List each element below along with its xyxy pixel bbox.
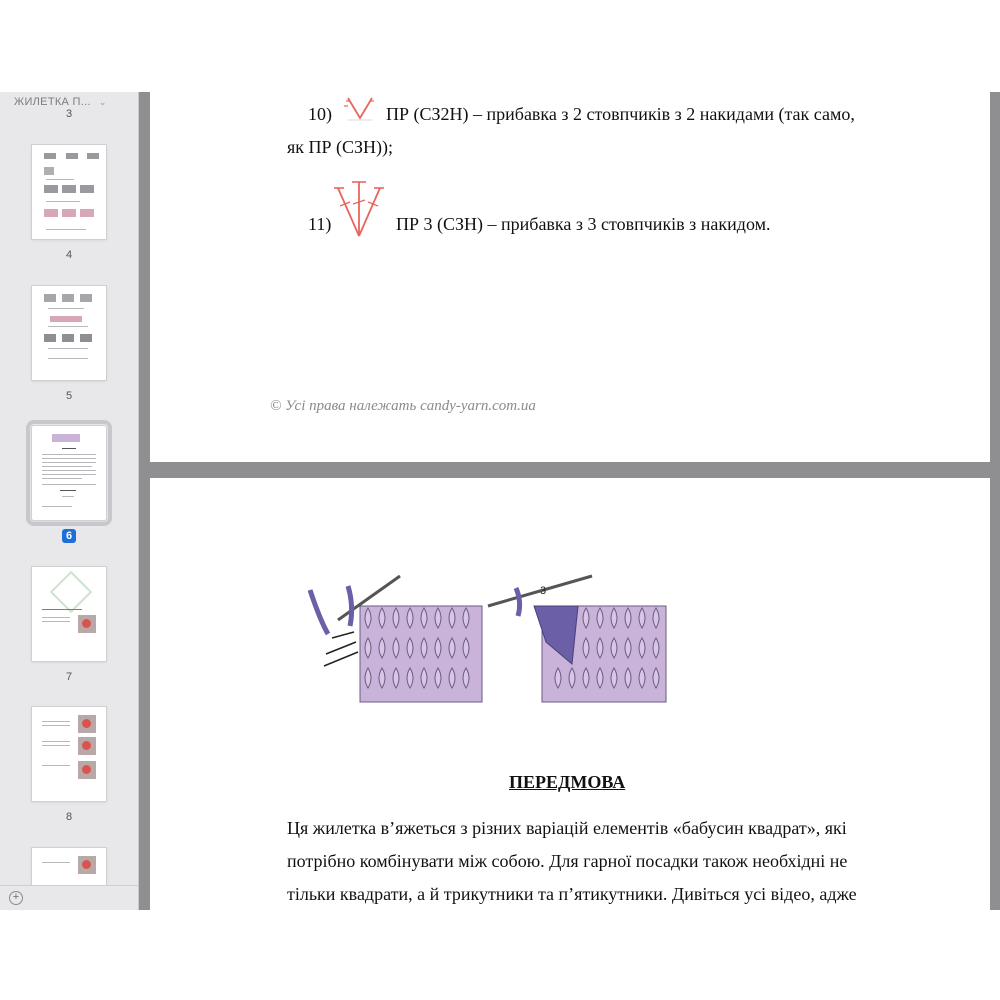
thumbnail-page-4[interactable] (32, 145, 106, 261)
thumbnail-page-7[interactable] (32, 567, 106, 683)
figure-number: 3 (540, 585, 547, 597)
thumbnail-page-5[interactable] (32, 286, 106, 402)
thumbnail-page-6[interactable] (32, 426, 106, 542)
document-view[interactable] (139, 92, 1000, 910)
add-page-button[interactable]: + (9, 891, 23, 905)
page-thumbnails-sidebar (0, 92, 139, 910)
page-number-selected: 6 (32, 530, 106, 542)
crochet-symbol-increase-3-dc (332, 178, 386, 238)
list-item-text-11: ПР 3 (СЗН) – прибавка з 3 стовпчиків з накидом. (396, 214, 771, 234)
chevron-down-icon: ⌄ (98, 96, 107, 107)
crochet-illustration-figure (302, 572, 672, 710)
page-number: 4 (65, 249, 73, 261)
paragraph-line-3: тільки квадрати, а й трикутники та п’ятикутники. Дивіться усі відео, адже (287, 884, 857, 904)
section-heading: ПЕРЕДМОВА (509, 772, 626, 792)
page-number: 5 (65, 390, 73, 402)
page-number: 8 (65, 811, 73, 823)
list-item-text-10: ПР (СЗ2Н) – прибавка з 2 стовпчиків з 2 накидами (так само, (386, 104, 855, 124)
document-title: ЖИЛЕТКА П... (14, 96, 91, 108)
document-page-6 (150, 478, 990, 910)
crochet-symbol-increase-2-dc2 (342, 96, 378, 122)
list-item-number-10: 10) (308, 104, 332, 124)
paragraph-line-1: Ця жилетка в’яжеться з різних варіацій елементів «бабусин квадрат», які (287, 818, 847, 838)
thumbnail-page-8[interactable] (32, 707, 106, 823)
paragraph-line-2: потрібно комбінувати між собою. Для гарної посадки також необхідні не (287, 851, 848, 871)
copyright-footer: © Усі права належать candy-yarn.com.ua (270, 398, 536, 414)
list-item-text-10-cont: як ПР (СЗН)); (287, 137, 394, 157)
page-number: 7 (65, 671, 73, 683)
page-number-3: 3 (65, 108, 73, 120)
sidebar-footer (0, 885, 138, 910)
document-page-5 (150, 92, 990, 462)
list-item-number-11: 11) (308, 214, 332, 234)
